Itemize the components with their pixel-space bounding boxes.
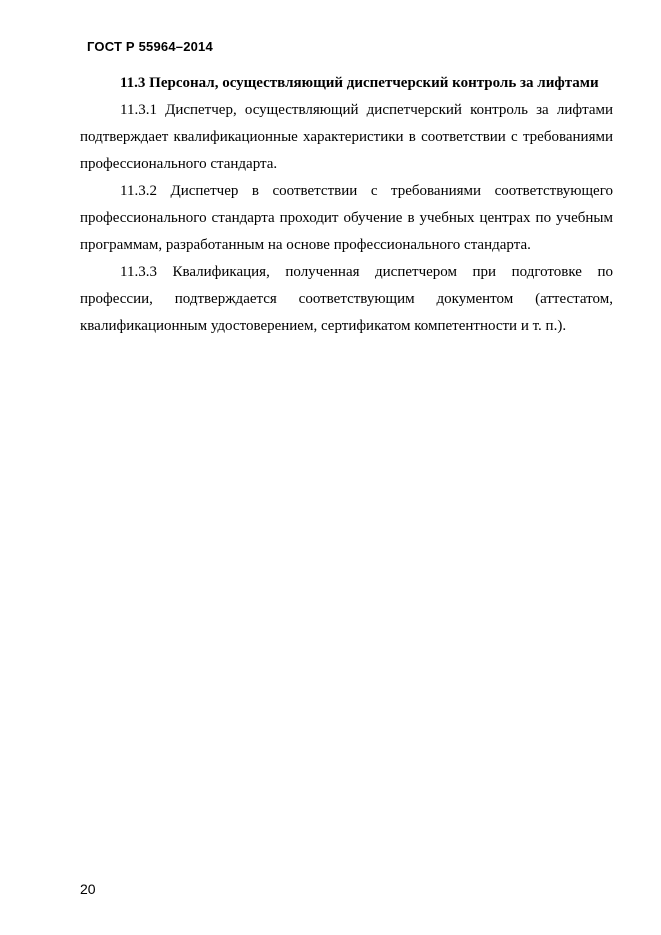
paragraph-11-3-3: 11.3.3 Квалификация, полученная диспетчером при подготовке по профессии, подтверждается соответствующим документом (аттестатом, квалификационным удостоверением, сертификатом компетентности и т. п.). [80, 264, 613, 334]
section-heading: 11.3 Персонал, осуществляющий диспетчерский контроль за лифтами [120, 75, 599, 91]
page-number: 20 [80, 881, 96, 897]
paragraph-11-3-2: 11.3.2 Диспетчер в соответствии с требованиями соответствующего профессионального стандарта проходит обучение в учебных центрах по учебным программам, разработанным на основе профессионального стандарта. [80, 183, 613, 253]
section-body [80, 70, 613, 340]
standard-code-header: ГОСТ Р 55964–2014 [87, 39, 213, 54]
paragraph-11-3-1: 11.3.1 Диспетчер, осуществляющий диспетчерский контроль за лифтами подтверждает квалификационные характеристики в соответствии с требованиями профессионального стандарта. [80, 102, 613, 172]
